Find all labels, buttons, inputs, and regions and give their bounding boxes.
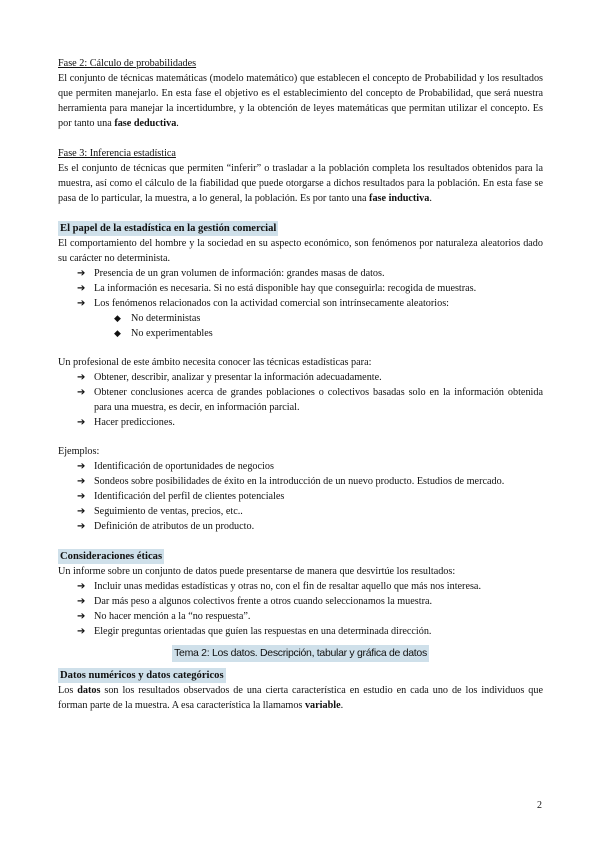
- ejemplos-label: Ejemplos:: [58, 446, 100, 457]
- papel-heading: El papel de la estadística en la gestión comercial: [60, 223, 277, 234]
- arrow-icon: ➔: [77, 417, 86, 428]
- tema-heading-wrap: [58, 645, 543, 662]
- list-item: ➔ Obtener, describir, analizar y presentar la información adecuadamente.: [77, 372, 382, 383]
- tema-heading: Tema 2: Los datos. Descripción, tabular y gráfica de datos: [172, 645, 429, 662]
- papel-sublist: [58, 311, 543, 341]
- arrow-icon: ➔: [77, 596, 86, 607]
- arrow-icon: ➔: [77, 476, 86, 487]
- ejemplos-list: [58, 459, 543, 534]
- list-item: ➔ Identificación del perfil de clientes potenciales: [77, 491, 285, 502]
- list-item: ➔ Hacer predicciones.: [77, 417, 175, 428]
- list-item: ➔ Incluir unas medidas estadísticas y otras no, con el fin de resaltar aquello que más nos interesa.: [77, 581, 482, 592]
- fase3-bold: fase inductiva: [369, 193, 430, 204]
- eticas-list: [58, 579, 543, 639]
- page-number: 2: [537, 800, 542, 811]
- arrow-icon: ➔: [77, 506, 86, 517]
- profesional-intro: Un profesional de este ámbito necesita conocer las técnicas estadísticas para:: [58, 357, 372, 368]
- variable-bold: variable: [304, 700, 341, 711]
- list-item: ➔ La información es necesaria. Si no está disponible hay que conseguirla: recogida de muestras.: [77, 283, 477, 294]
- fase2-heading: Fase 2: Cálculo de probabilidades: [58, 58, 197, 69]
- datos-bold: datos: [77, 685, 101, 696]
- arrow-icon: ➔: [77, 626, 86, 637]
- arrow-icon: ➔: [77, 372, 86, 383]
- list-item: ➔ No hacer mención a la “no respuesta”.: [77, 611, 251, 622]
- datos-paragraph: Los datos son los resultados observados de una cierta característica en estudio en cada uno de los individuos que forman parte de la muestra. A esa característica la llamamos variable.: [58, 685, 543, 711]
- list-item: ➔ Presencia de un gran volumen de información: grandes masas de datos.: [77, 268, 385, 279]
- diamond-icon: ◆: [114, 313, 121, 323]
- arrow-icon: ➔: [77, 268, 86, 279]
- eticas-intro: Un informe sobre un conjunto de datos puede presentarse de manera que desvirtúe los resultados:: [58, 566, 456, 577]
- papel-intro: El comportamiento del hombre y la sociedad en su aspecto económico, son fenómenos por naturaleza aleatorios dado su carácter no determinista.: [58, 238, 543, 264]
- arrow-icon: ➔: [77, 611, 86, 622]
- fase2-bold: fase deductiva: [114, 118, 177, 129]
- arrow-icon: ➔: [77, 298, 86, 309]
- list-item: ➔ Obtener conclusiones acerca de grandes poblaciones o colectivos basadas solo en la información obtenida para una muestra, es decir, en información parcial.: [77, 387, 543, 413]
- list-item: ➔ Dar más peso a algunos colectivos frente a otros cuando seleccionamos la muestra.: [77, 596, 433, 607]
- list-item: ➔ Seguimiento de ventas, precios, etc..: [77, 506, 243, 517]
- fase3-paragraph: Es el conjunto de técnicas que permiten “inferir” o trasladar a la población completa los resultados obtenidos para la muestra, así como el cálculo de la fiabilidad que puede otorgarse a dichos resultados para la población. En esta fase se pasa de lo particular, la muestra, a lo general, la población. Es por tanto una fase inductiva.: [58, 163, 543, 204]
- arrow-icon: ➔: [77, 521, 86, 532]
- papel-list: [58, 266, 543, 311]
- fase3-heading: Fase 3: Inferencia estadística: [58, 148, 176, 159]
- arrow-icon: ➔: [77, 387, 86, 398]
- list-item: ◆ No deterministas: [114, 313, 201, 324]
- arrow-icon: ➔: [77, 581, 86, 592]
- list-item: ➔ Sondeos sobre posibilidades de éxito en la introducción de un nuevo producto. Estudios de mercado.: [77, 476, 505, 487]
- profesional-list: [58, 370, 543, 430]
- list-item: ➔ Elegir preguntas orientadas que guíen las respuestas en una determinada dirección.: [77, 626, 432, 637]
- list-item: ➔ Identificación de oportunidades de negocios: [77, 461, 274, 472]
- list-item: ➔ Definición de atributos de un producto.: [77, 521, 255, 532]
- arrow-icon: ➔: [77, 283, 86, 294]
- list-item: ➔ Los fenómenos relacionados con la actividad comercial son intrínsecamente aleatorios:: [77, 298, 450, 309]
- arrow-icon: ➔: [77, 461, 86, 472]
- eticas-heading: Consideraciones éticas: [60, 551, 163, 562]
- document-page: [58, 56, 543, 713]
- list-item: ◆ No experimentables: [114, 328, 213, 339]
- datos-heading: Datos numéricos y datos categóricos: [60, 670, 224, 681]
- fase2-paragraph: El conjunto de técnicas matemáticas (modelo matemático) que establecen el concepto de Probabilidad y los resultados que permiten manejarlo. En esta fase el objetivo es el establecimiento del concepto de Probabilidad, que será nuestra herramienta para manejar la incertidumbre, y la obtención de leyes matemáticas que permitan utilizar el concepto. Es por tanto una fase deductiva.: [58, 73, 543, 129]
- arrow-icon: ➔: [77, 491, 86, 502]
- diamond-icon: ◆: [114, 328, 121, 338]
